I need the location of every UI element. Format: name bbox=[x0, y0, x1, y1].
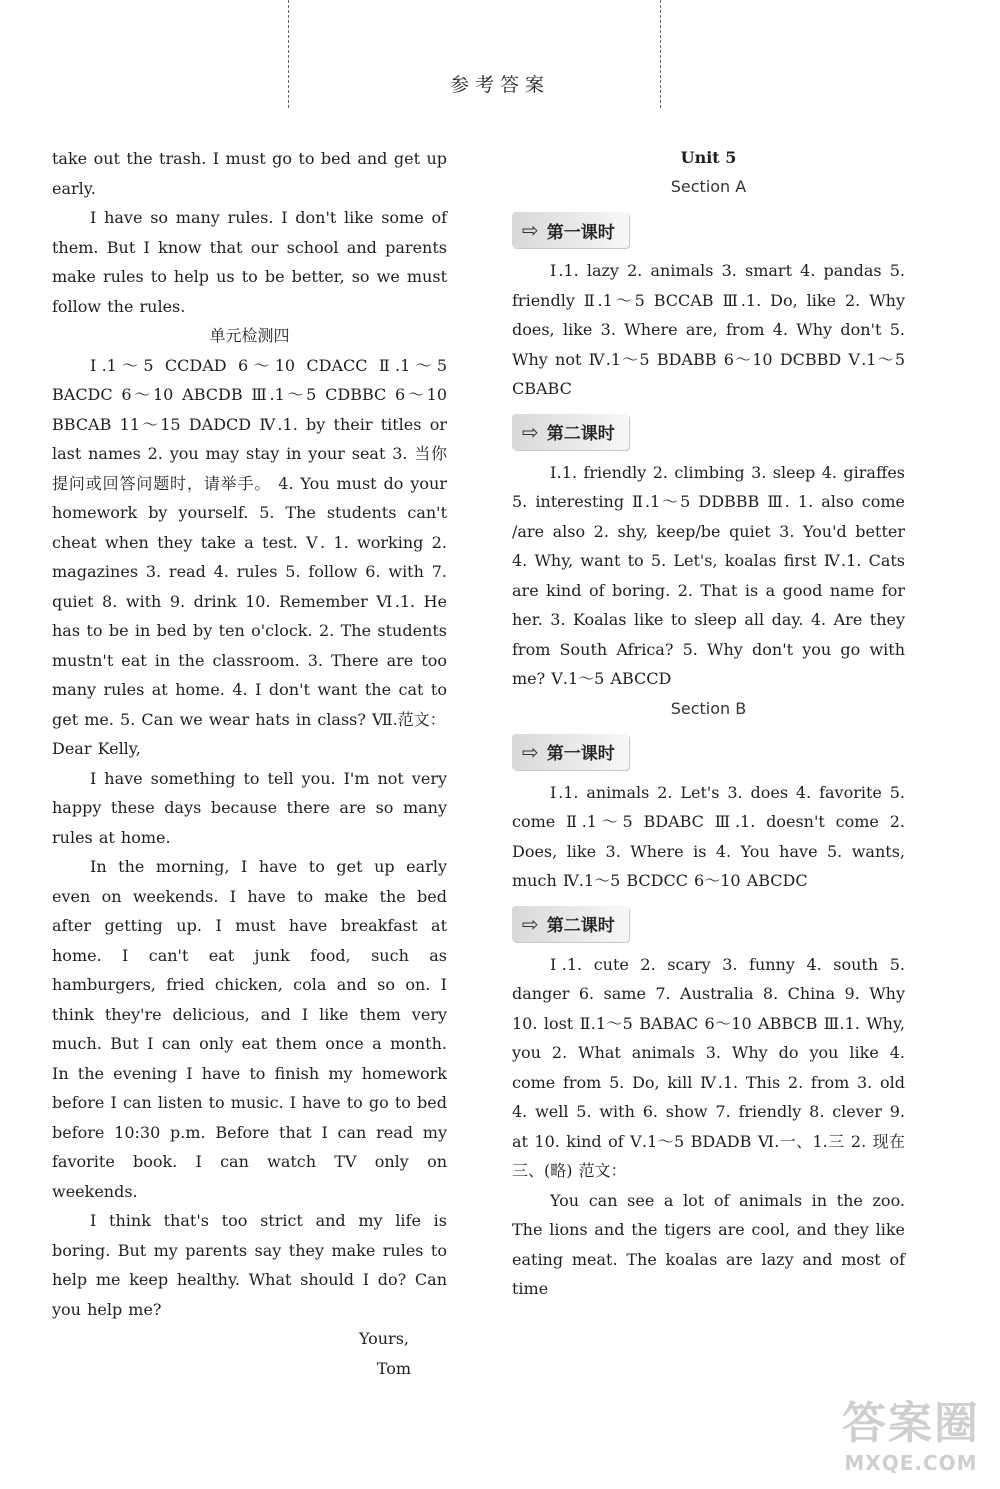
arrow-right-icon: ⇨ bbox=[522, 218, 539, 242]
letter-greeting: Dear Kelly, bbox=[52, 739, 141, 758]
lesson-banner-a1 bbox=[512, 212, 629, 248]
lesson-banner-a2 bbox=[512, 414, 629, 450]
arrow-right-icon: ⇨ bbox=[522, 739, 539, 764]
site-watermark bbox=[842, 1387, 980, 1475]
unit-title: Unit 5 bbox=[680, 148, 737, 167]
arrow-right-icon: ⇨ bbox=[522, 419, 539, 444]
right-column bbox=[512, 144, 905, 1304]
watermark-url: MXQE.COM bbox=[844, 1451, 978, 1475]
lesson-banner-label: 第二课时 bbox=[546, 916, 615, 936]
section-b-lesson-1-answers: Ⅰ.1. animals 2. Let's 3. does 4. favorite 5. come Ⅱ.1～5 BDABC Ⅲ.1. doesn't come 2. Does, like 3. Where is 4. You have 5. wants, much Ⅳ.1～5 BCDCC 6～10 ABCDC bbox=[512, 782, 905, 890]
unit-test-answers: Ⅰ.1～5 CCDAD 6～10 CDACC Ⅱ.1～5 BACDC 6～10 ABCDB Ⅲ.1～5 CDBBC 6～10 BBCAB 11～15 DADCD Ⅳ.1. by their titles or last names 2. you may stay in your seat 3. 当你提问或回答问题时，请举手。 4. You must do your homework by yourself. 5. The students can't cheat when they take a test. Ⅴ. 1. working 2. magazines 3. read 4. rules 5. follow 6. with 7. quiet 8. with 9. drink 10. Remember Ⅵ.1. He has to be in bed by ten o'clock. 2. The students mustn't eat in the classroom. 3. There are too many rules at home. 4. I don't want the cat to get me. 5. Can we wear hats in class? Ⅶ.范文： bbox=[52, 355, 447, 729]
section-a-lesson-1-answers: Ⅰ.1. lazy 2. animals 3. smart 4. pandas 5. friendly Ⅱ.1～5 BCCAB Ⅲ.1. Do, like 2. Why does, like 3. Where are, from 4. Why don't 5. Why not Ⅳ.1～5 BDABB 6～10 DCBBD Ⅴ.1～5 CBABC bbox=[512, 261, 905, 398]
lesson-banner-label: 第一课时 bbox=[546, 222, 615, 243]
letter-signature: Tom bbox=[376, 1358, 411, 1378]
arrow-right-icon: ⇨ bbox=[522, 911, 539, 936]
unit-test-title: 单元检测四 bbox=[209, 326, 290, 345]
section-a-lesson-2-answers: Ⅰ.1. friendly 2. climbing 3. sleep 4. giraffes 5. interesting Ⅱ.1～5 DDBBB Ⅲ. 1. also come /are also 2. shy, keep/be quiet 3. You'd better 4. Why, want to 5. Let's, koalas first Ⅳ.1. Cats are kind of boring. 2. That is a good name for her. 3. Koalas like to sleep all day. 4. Are they from South Africa? 5. Why don't you go with me? Ⅴ.1～5 ABCCD bbox=[512, 462, 905, 688]
section-b-title: Section B bbox=[670, 698, 747, 718]
letter-paragraph-1: I have something to tell you. I'm not very happy these days because there are so many rules at home. bbox=[52, 768, 447, 847]
section-b-lesson-2-answers: Ⅰ.1. cute 2. scary 3. funny 4. south 5. danger 6. same 7. Australia 8. China 9. Why 10. lost Ⅱ.1～5 BABAC 6～10 ABBCB Ⅲ.1. Why, you 2. What animals 3. Why do you like 4. come from 5. Do, kill Ⅳ.1. This 2. from 3. old 4. well 5. with 6. show 7. friendly 8. clever 9. at 10. kind of Ⅴ.1～5 BDADB Ⅵ.一、1.三 2. 现在 三、(略) 范文： bbox=[512, 954, 905, 1180]
left-column bbox=[52, 144, 447, 1383]
lesson-banner-b1 bbox=[512, 734, 629, 770]
left-paragraph-2: I have so many rules. I don't like some of them. But I know that our school and parents make rules to help us to be better, so we must follow the rules. bbox=[52, 208, 447, 316]
letter-paragraph-2: In the morning, I have to get up early even on weekends. I have to make the bed after getting up. I must have breakfast at home. I can't eat junk food, such as hamburgers, fried chicken, cola and so on. I think they're delicious, and I like them very much. But I can only eat them once a month. In the evening I have to finish my homework before I can listen to music. I have to go to bed before 10:30 p.m. Before that I can read my favorite book. I can watch TV only on weekends. bbox=[52, 857, 447, 1201]
letter-paragraph-3: I think that's too strict and my life is boring. But my parents say they make rules to help me keep healthy. What should I do? Can you help me? bbox=[52, 1211, 447, 1319]
watermark-logo-text: 答案圈 bbox=[842, 1398, 980, 1449]
letter-closing: Yours, bbox=[358, 1329, 409, 1348]
left-paragraph-1: take out the trash. I must go to bed and get up early. bbox=[52, 149, 447, 198]
page-header-title: 参考答案 bbox=[449, 74, 550, 96]
lesson-banner-label: 第一课时 bbox=[546, 744, 615, 764]
model-essay: You can see a lot of animals in the zoo. The lions and the tigers are cool, and they like eating meat. The koalas are lazy and most of time bbox=[512, 1190, 905, 1298]
section-a-title: Section A bbox=[670, 177, 747, 196]
lesson-banner-b2 bbox=[512, 906, 629, 942]
lesson-banner-label: 第二课时 bbox=[546, 424, 615, 444]
